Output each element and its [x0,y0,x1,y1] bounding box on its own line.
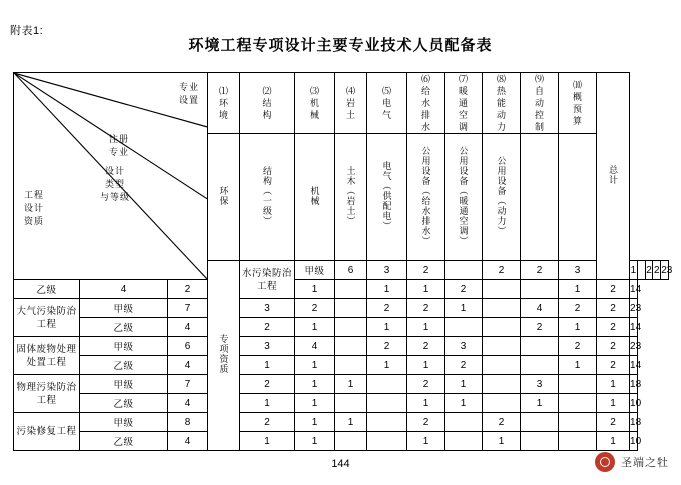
cell-value [335,299,367,318]
column-sub-9 [521,134,559,261]
cell-value: 1 [295,394,335,413]
cell-value [367,375,407,394]
cell-value [483,356,521,375]
cell-value [445,261,483,280]
row-grade: 甲级 [80,337,168,356]
cell-total: 14 [630,280,638,299]
column-total-header-text: 总计 [608,165,619,185]
column-number-7: ⑺ 暖 通 空 调 [445,73,483,134]
column-sub-8: 公用设备（动力） [483,134,521,261]
table-row [14,337,669,356]
cell-value: 1 [295,413,335,432]
cell-value: 1 [559,356,597,375]
circle-logo-icon [595,452,615,472]
cell-value: 2 [407,299,445,318]
cell-value: 1 [295,375,335,394]
cell-value [559,432,597,451]
cell-value [559,375,597,394]
cell-value [335,394,367,413]
cell-value: 2 [240,413,295,432]
column-number-2: ⑵ 结 构 [240,73,295,134]
corner-label-engineering-qualification: 工程 设计 资质 [24,190,45,226]
table-row [14,280,669,299]
table-row [14,356,669,375]
cell-value: 2 [597,356,630,375]
cell-value [335,337,367,356]
cell-value: 1 [407,318,445,337]
column-sub-7: 公用设备（暖通空调） [445,134,483,261]
column-sub-4: 土木（岩土） [335,134,367,261]
cell-total: 14 [630,356,638,375]
cell-value: 1 [407,394,445,413]
column-number-9: ⑼ 自 动 控 制 [521,73,559,134]
row-group-qualification-text: 专项资质 [218,334,229,374]
column-sub-5: 电气（供配电） [367,134,407,261]
cell-value: 2 [445,356,483,375]
cell-value: 2 [597,280,630,299]
cell-value: 1 [295,356,335,375]
row-grade: 乙级 [80,318,168,337]
cell-value: 7 [168,299,208,318]
row-grade: 甲级 [295,261,335,280]
cell-value: 2 [597,318,630,337]
cell-value: 1 [445,394,483,413]
cell-value: 2 [521,318,559,337]
column-sub-2: 结构（一级） [240,134,295,261]
cell-value [521,356,559,375]
cell-value [521,280,559,299]
cell-value: 4 [168,318,208,337]
column-sub-6: 公用设备（给水排水） [407,134,445,261]
cell-total: 23 [630,299,638,318]
cell-value: 1 [335,375,367,394]
cell-value [521,413,559,432]
personnel-table-wrapper [13,72,673,451]
column-number-6: ⑹ 给 水 排 水 [407,73,445,134]
cell-value [335,356,367,375]
column-number-3: ⑶ 机 械 [295,73,335,134]
cell-value: 2 [483,413,521,432]
table-row [14,318,669,337]
watermark-text: 圣端之牡 [621,457,669,469]
page-title: 环境工程专项设计主要专业技术人员配备表 [188,37,493,54]
cell-total: 23 [630,337,638,356]
cell-value [637,261,645,280]
cell-value: 1 [367,318,407,337]
cell-value: 2 [240,375,295,394]
cell-total: 18 [630,413,638,432]
cell-value [559,413,597,432]
cell-value [445,318,483,337]
cell-value: 6 [335,261,367,280]
row-grade: 甲级 [80,299,168,318]
table-row [14,299,669,318]
column-number-8: ⑻ 热 能 动 力 [483,73,521,134]
table-row [14,413,669,432]
cell-value: 2 [597,413,630,432]
row-grade: 乙级 [14,280,80,299]
cell-value: 2 [168,280,208,299]
cell-value: 2 [367,337,407,356]
cell-value [483,318,521,337]
cell-value: 4 [168,356,208,375]
cell-value: 3 [521,375,559,394]
cell-value: 3 [240,337,295,356]
column-number-1: ⑴ 环 境 [208,73,240,134]
cell-value [445,432,483,451]
table-row [14,375,669,394]
cell-value: 2 [445,280,483,299]
row-category-1: 水污染防治工程 [240,261,295,299]
row-category-2: 大气污染防治工程 [14,299,80,337]
row-group-qualification [208,261,240,451]
cell-value: 8 [168,413,208,432]
cell-value: 1 [407,432,445,451]
cell-value: 2 [407,261,445,280]
row-grade: 甲级 [80,413,168,432]
cell-value: 2 [367,299,407,318]
corner-label-design-type: 设计 类型 与等级 [100,166,131,202]
cell-value: 3 [445,337,483,356]
row-grade: 乙级 [80,394,168,413]
column-sub-3: 机械 [295,134,335,261]
cell-value: 1 [240,432,295,451]
cell-value: 1 [335,413,367,432]
cell-value: 3 [240,299,295,318]
watermark [595,452,669,472]
cell-value [367,413,407,432]
cell-value [367,432,407,451]
cell-value: 2 [559,337,597,356]
column-total-header [597,73,630,280]
personnel-table [13,72,673,451]
cell-value: 1 [445,375,483,394]
cell-value: 2 [597,337,630,356]
cell-value: 2 [559,299,597,318]
cell-value: 1 [483,432,521,451]
cell-value [483,299,521,318]
cell-value: 6 [168,337,208,356]
cell-value: 1 [521,394,559,413]
row-grade: 乙级 [80,432,168,451]
cell-value: 2 [483,261,521,280]
cell-value: 4 [521,299,559,318]
column-sub-1: 环保 [208,134,240,261]
attachment-label: 附表1: [10,25,44,37]
cell-value [483,375,521,394]
cell-value: 1 [240,394,295,413]
cell-value [483,337,521,356]
corner-label-registered-major: 注册 专业 [109,134,130,157]
row-category-3: 固体废物处理 处置工程 [14,337,80,375]
cell-value: 2 [653,261,661,280]
table-corner-header [14,73,208,280]
page-number: 144 [331,458,350,470]
cell-value: 1 [295,318,335,337]
cell-value [335,432,367,451]
cell-value: 4 [295,337,335,356]
cell-value: 1 [407,280,445,299]
cell-total: 10 [630,432,638,451]
table-header-row-numbers [14,73,669,134]
column-sub-10 [559,134,597,261]
cell-total: 10 [630,394,638,413]
cell-value: 1 [630,261,638,280]
row-category-5: 污染修复工程 [14,413,80,451]
cell-value [445,413,483,432]
column-number-10: ⑽ 概 预 算 [559,73,597,134]
cell-value: 1 [597,432,630,451]
table-row [14,394,669,413]
cell-value [483,394,521,413]
row-grade: 乙级 [80,356,168,375]
cell-value: 7 [168,375,208,394]
cell-value: 1 [597,375,630,394]
cell-value: 1 [559,318,597,337]
column-number-4: ⑷ 岩 土 [335,73,367,134]
row-category-4: 物理污染防治工程 [14,375,80,413]
cell-value: 1 [407,356,445,375]
cell-value: 1 [240,356,295,375]
cell-value: 3 [559,261,597,280]
cell-value: 1 [295,280,335,299]
table-row [14,432,669,451]
cell-value: 3 [367,261,407,280]
cell-value: 2 [597,299,630,318]
cell-value: 2 [407,375,445,394]
cell-value: 2 [521,261,559,280]
cell-value: 4 [168,432,208,451]
cell-value [367,394,407,413]
cell-value: 4 [168,394,208,413]
cell-value: 2 [240,318,295,337]
cell-value: 2 [407,337,445,356]
cell-value: 1 [597,394,630,413]
cell-value: 2 [295,299,335,318]
cell-value [335,280,367,299]
cell-value: 4 [80,280,168,299]
row-grade: 甲级 [80,375,168,394]
cell-value: 1 [559,280,597,299]
column-number-5: ⑸ 电 气 [367,73,407,134]
cell-value [521,337,559,356]
cell-value: 1 [367,356,407,375]
cell-value: 1 [295,432,335,451]
cell-value: 1 [367,280,407,299]
corner-label-spec-setting: 专业 设置 [179,82,200,105]
cell-total: 14 [630,318,638,337]
cell-value: 1 [445,299,483,318]
cell-value: 2 [407,413,445,432]
cell-value [335,318,367,337]
cell-value [521,432,559,451]
cell-value [559,394,597,413]
cell-total: 23 [661,261,669,280]
cell-total: 18 [630,375,638,394]
cell-value: 2 [645,261,653,280]
cell-value [483,280,521,299]
